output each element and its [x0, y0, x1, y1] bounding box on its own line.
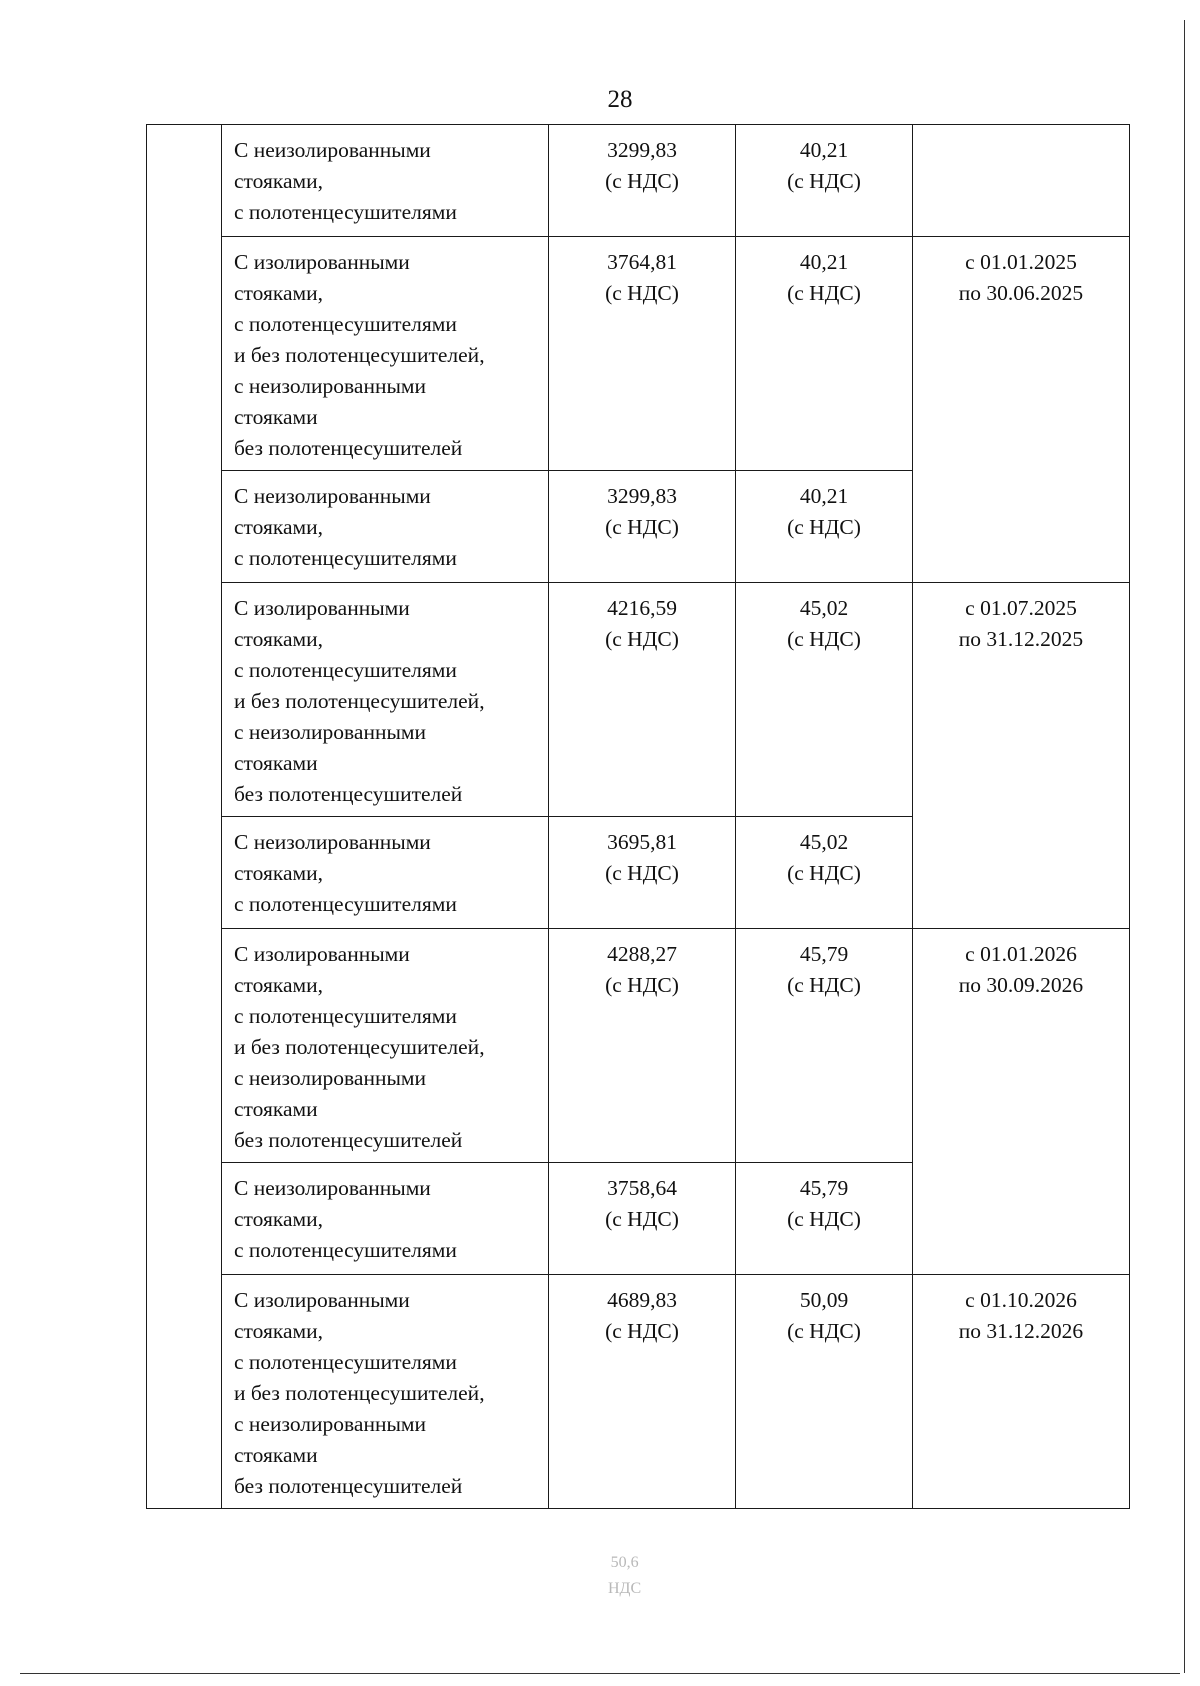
tariff-text: (с НДС) — [787, 515, 861, 539]
tariff-text: 40,21 — [799, 138, 849, 162]
tariff-text: (с НДС) — [787, 1319, 861, 1343]
riser-type-text: С неизолированными — [234, 830, 431, 854]
period-cell — [913, 583, 1130, 929]
period-text: с 01.07.2025 — [965, 596, 1077, 620]
period-text: с 01.01.2026 — [965, 942, 1077, 966]
riser-type-text: с полотенцесушителями — [234, 1004, 457, 1028]
price-text: 3695,81 — [607, 830, 677, 854]
tariff-text: 45,02 — [799, 596, 849, 620]
period-cell — [913, 237, 1130, 583]
tariff-table-body — [147, 125, 1130, 1509]
riser-type-text: С изолированными — [234, 596, 410, 620]
riser-type-text: стояками, — [234, 169, 324, 193]
price-text: (с НДС) — [605, 627, 679, 651]
period-text: по 30.09.2026 — [958, 973, 1084, 997]
tariff-text: (с НДС) — [787, 1207, 861, 1231]
tariff-text: 45,02 — [799, 830, 849, 854]
riser-type-text: с полотенцесушителями — [234, 1350, 457, 1374]
riser-type-text: с неизолированными — [234, 1066, 427, 1090]
tariff-text: (с НДС) — [787, 281, 861, 305]
page-number: 28 — [607, 86, 633, 113]
price-text: 3758,64 — [607, 1176, 677, 1200]
riser-type-text: стояками, — [234, 1319, 324, 1343]
riser-type-text: стояками — [234, 1443, 318, 1467]
riser-type-text: и без полотенцесушителей, — [234, 1381, 485, 1405]
riser-type-cell — [222, 817, 549, 929]
table-row — [147, 125, 1130, 237]
riser-type-text: С неизолированными — [234, 138, 431, 162]
tariff-text: (с НДС) — [787, 169, 861, 193]
riser-type-text: стояками — [234, 405, 318, 429]
riser-type-text: с полотенцесушителями — [234, 658, 457, 682]
riser-type-text: с неизолированными — [234, 374, 427, 398]
riser-type-text: с неизолированными — [234, 1412, 427, 1436]
price-text: 3299,83 — [607, 484, 677, 508]
tariff-table — [146, 124, 1130, 1509]
price-cell — [549, 583, 736, 817]
riser-type-text: и без полотенцесушителей, — [234, 343, 485, 367]
period-cell — [913, 125, 1130, 237]
table-row — [147, 1275, 1130, 1509]
riser-type-text: без полотенцесушителей — [234, 436, 463, 460]
riser-type-cell — [222, 583, 549, 817]
price-cell — [549, 125, 736, 237]
price-text: 3764,81 — [607, 250, 677, 274]
tariff-text: (с НДС) — [787, 861, 861, 885]
tariff-text: 45,79 — [799, 1176, 849, 1200]
price-text: (с НДС) — [605, 1207, 679, 1231]
riser-type-text: С изолированными — [234, 942, 410, 966]
faded-stamp — [608, 1550, 641, 1602]
riser-type-text: С изолированными — [234, 1288, 410, 1312]
tariff-cell — [736, 125, 913, 237]
tariff-cell — [736, 929, 913, 1163]
riser-type-text: с полотенцесушителями — [234, 546, 457, 570]
riser-type-text: стояками, — [234, 281, 324, 305]
price-cell — [549, 1275, 736, 1509]
riser-type-text: с неизолированными — [234, 720, 427, 744]
riser-type-text: с полотенцесушителями — [234, 312, 457, 336]
riser-type-text: С изолированными — [234, 250, 410, 274]
page-edge-bottom — [20, 1673, 1180, 1674]
price-cell — [549, 237, 736, 471]
riser-type-text: и без полотенцесушителей, — [234, 689, 485, 713]
riser-type-cell — [222, 1163, 549, 1275]
price-text: (с НДС) — [605, 281, 679, 305]
tariff-cell — [736, 237, 913, 471]
price-text: (с НДС) — [605, 1319, 679, 1343]
riser-type-text: с полотенцесушителями — [234, 200, 457, 224]
riser-type-text: стояками, — [234, 861, 324, 885]
table-row — [147, 237, 1130, 471]
riser-type-text: без полотенцесушителей — [234, 1474, 463, 1498]
riser-type-text: стояками, — [234, 627, 324, 651]
riser-type-cell — [222, 929, 549, 1163]
period-text: с 01.01.2025 — [965, 250, 1077, 274]
index-column-cell — [147, 125, 222, 1509]
riser-type-text: С неизолированными — [234, 1176, 431, 1200]
tariff-text: 45,79 — [799, 942, 849, 966]
riser-type-cell — [222, 237, 549, 471]
riser-type-text: без полотенцесушителей — [234, 782, 463, 806]
riser-type-text: стояками, — [234, 973, 324, 997]
tariff-cell — [736, 1163, 913, 1275]
riser-type-text: С неизолированными — [234, 484, 431, 508]
table-row — [147, 583, 1130, 817]
price-cell — [549, 817, 736, 929]
table-row — [147, 929, 1130, 1163]
price-cell — [549, 471, 736, 583]
riser-type-text: без полотенцесушителей — [234, 1128, 463, 1152]
period-text: по 31.12.2025 — [958, 627, 1084, 651]
period-cell — [913, 1275, 1130, 1509]
price-cell — [549, 1163, 736, 1275]
price-cell — [549, 929, 736, 1163]
tariff-text: (с НДС) — [787, 627, 861, 651]
tariff-cell — [736, 583, 913, 817]
price-text: (с НДС) — [605, 169, 679, 193]
price-text: 4216,59 — [607, 596, 677, 620]
riser-type-cell — [222, 471, 549, 583]
tariff-text: 50,09 — [799, 1288, 849, 1312]
period-text: по 31.12.2026 — [958, 1319, 1084, 1343]
tariff-text: 40,21 — [799, 484, 849, 508]
riser-type-text: и без полотенцесушителей, — [234, 1035, 485, 1059]
riser-type-text: стояками — [234, 751, 318, 775]
price-text: (с НДС) — [605, 973, 679, 997]
stamp-line: НДС — [608, 1580, 642, 1597]
tariff-cell — [736, 1275, 913, 1509]
price-text: 4288,27 — [607, 942, 677, 966]
price-text: 3299,83 — [607, 138, 677, 162]
period-text: с 01.10.2026 — [965, 1288, 1077, 1312]
price-text: (с НДС) — [605, 861, 679, 885]
price-text: (с НДС) — [605, 515, 679, 539]
riser-type-text: стояками, — [234, 515, 324, 539]
period-cell — [913, 929, 1130, 1275]
riser-type-text: с полотенцесушителями — [234, 892, 457, 916]
riser-type-cell — [222, 125, 549, 237]
riser-type-text: стояками, — [234, 1207, 324, 1231]
tariff-text: (с НДС) — [787, 973, 861, 997]
tariff-text: 40,21 — [799, 250, 849, 274]
riser-type-cell — [222, 1275, 549, 1509]
riser-type-text: стояками — [234, 1097, 318, 1121]
stamp-line: 50,6 — [610, 1554, 639, 1571]
tariff-cell — [736, 471, 913, 583]
page-edge-right — [1184, 20, 1185, 1673]
tariff-cell — [736, 817, 913, 929]
riser-type-text: с полотенцесушителями — [234, 1238, 457, 1262]
period-text: по 30.06.2025 — [958, 281, 1084, 305]
price-text: 4689,83 — [607, 1288, 677, 1312]
